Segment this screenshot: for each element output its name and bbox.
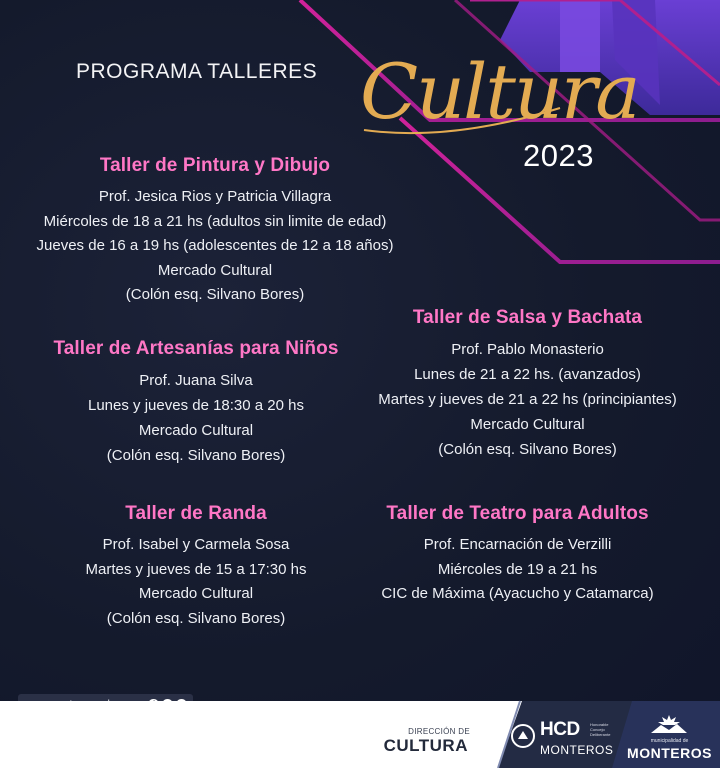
sun-mountain-icon [649, 711, 689, 735]
workshop-title: Taller de Salsa y Bachata [412, 307, 643, 328]
direccion-name: CULTURA [383, 736, 468, 755]
footer [0, 701, 720, 768]
hcd-city: MONTEROS [540, 743, 614, 757]
workshop-line: (Colón esq. Silvano Bores) [125, 286, 305, 304]
workshop-line: Miércoles de 19 a 21 hs [437, 560, 598, 578]
workshop-line: Mercado Cultural [138, 585, 254, 603]
direccion-label: DIRECCIÓN DE [408, 727, 470, 736]
cultura-script-word: Cultura [360, 47, 639, 136]
workshop-line: Miércoles de 18 a 21 hs (adultos sin limite de edad) [43, 212, 387, 230]
workshop-line: Prof. Isabel y Carmela Sosa [102, 536, 290, 553]
workshop-line: Lunes de 21 a 22 hs. (avanzados) [414, 366, 641, 383]
workshop-line: Prof. Encarnación de Verzilli [423, 536, 612, 553]
workshop-line: Prof. Pablo Monasterio [451, 341, 604, 358]
workshop-pintura [20, 155, 410, 308]
workshop-title: Taller de Teatro para Adultos [386, 503, 649, 524]
municipalidad-label: municipalidad de [650, 738, 689, 744]
workshop-line: Lunes y jueves de 18:30 a 20 hs [88, 397, 304, 414]
workshop-line: Prof. Juana Silva [139, 372, 253, 389]
workshop-title: Taller de Artesanías para Niños [53, 338, 339, 359]
workshop-line: (Colón esq. Silvano Bores) [106, 609, 286, 627]
cultura-script-logo [360, 30, 639, 150]
workshop-line: Jueves de 16 a 19 hs (adolescentes de 12 a 18 años) [36, 237, 394, 255]
municipalidad-name: MONTEROS [627, 745, 712, 761]
workshop-salsa [340, 307, 715, 462]
workshop-randa [20, 503, 372, 631]
workshop-line: CIC de Máxima (Ayacucho y Catamarca) [381, 585, 654, 603]
hcd-full-name: Honorable Concejo Deliberante [590, 722, 611, 737]
workshop-artesanias [20, 338, 372, 468]
year: 2023 [523, 138, 594, 173]
workshop-teatro [335, 503, 700, 607]
hcd-emblem-icon [510, 721, 536, 751]
program-title: PROGRAMA TALLERES [76, 60, 318, 83]
hcd-abbr: HCD [540, 719, 580, 740]
workshop-line: Mercado Cultural [157, 261, 273, 279]
workshop-title: Taller de Pintura y Dibujo [99, 155, 331, 176]
workshop-line: Mercado Cultural [138, 422, 254, 439]
workshop-line: Mercado Cultural [470, 416, 585, 433]
workshop-line: (Colón esq. Silvano Bores) [438, 441, 617, 458]
workshop-line: (Colón esq. Silvano Bores) [106, 447, 286, 464]
workshop-line: Martes y jueves de 21 a 22 hs (principiantes) [378, 391, 677, 408]
workshop-line: Prof. Jesica Rios y Patricia Villagra [98, 188, 332, 205]
workshop-title: Taller de Randa [125, 503, 267, 524]
workshop-line: Martes y jueves de 15 a 17:30 hs [85, 560, 307, 578]
